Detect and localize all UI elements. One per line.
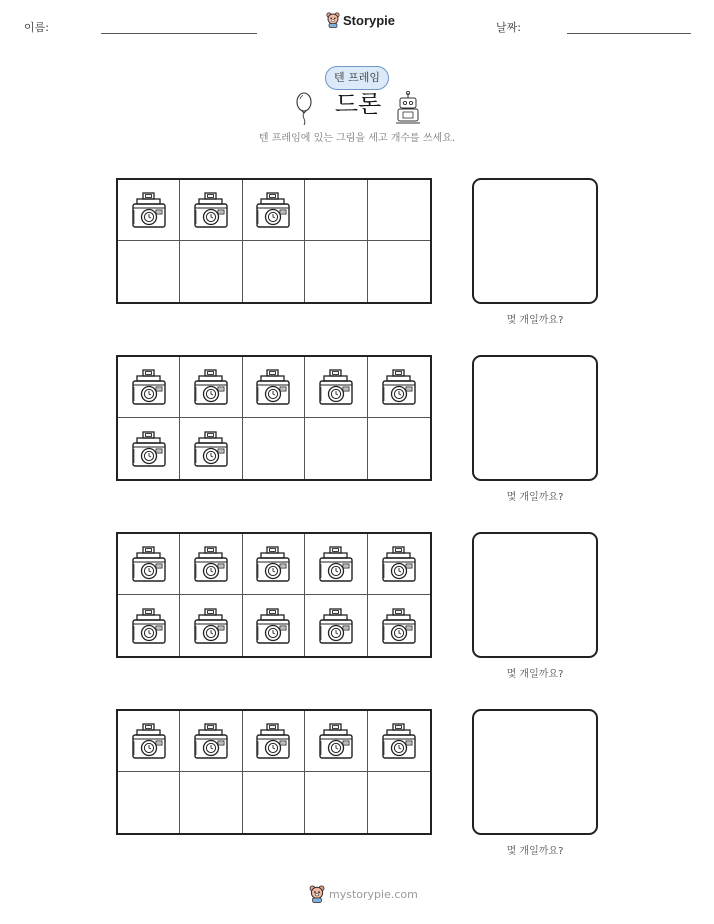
- ten-frame-cell: [180, 772, 242, 833]
- camera-icon: [254, 721, 292, 761]
- ten-frame-cell: [368, 357, 430, 418]
- logo: [326, 12, 395, 28]
- bear-mascot-icon: [309, 885, 325, 903]
- ten-frame-cell: [243, 180, 305, 241]
- camera-icon: [130, 721, 168, 761]
- answer-question: 몇 개일까요?: [506, 315, 564, 326]
- ten-frame-cell: [368, 772, 430, 833]
- ten-frame-cell: [368, 534, 430, 595]
- camera-icon: [254, 544, 292, 584]
- ten-frame-cell: [243, 595, 305, 656]
- robot-icon: [395, 91, 421, 125]
- ten-frame-cell: [243, 711, 305, 772]
- camera-icon: [254, 190, 292, 230]
- camera-icon: [192, 606, 230, 646]
- answer-box[interactable]: [472, 355, 598, 481]
- camera-icon: [380, 367, 418, 407]
- ten-frame-cell: [180, 418, 242, 479]
- ten-frame-cell: [243, 241, 305, 302]
- ten-frame-cell: [118, 241, 180, 302]
- date-label: 날짜:: [496, 21, 521, 34]
- ten-frame-cell: [368, 711, 430, 772]
- footer: [309, 885, 418, 903]
- answer-question: 몇 개일까요?: [506, 846, 564, 857]
- ten-frame-cell: [180, 241, 242, 302]
- camera-icon: [192, 429, 230, 469]
- name-label: 이름:: [24, 21, 49, 34]
- ten-frame-cell: [118, 772, 180, 833]
- ten-frame-cell: [180, 534, 242, 595]
- date-line[interactable]: [567, 33, 691, 34]
- camera-icon: [130, 606, 168, 646]
- ten-frame: [116, 709, 432, 835]
- ten-frame: [116, 178, 432, 304]
- ten-frame: [116, 355, 432, 481]
- ten-frame-cell: [180, 180, 242, 241]
- answer-question: 몇 개일까요?: [506, 492, 564, 503]
- ten-frame-cell: [305, 772, 367, 833]
- ten-frame-cell: [305, 357, 367, 418]
- ten-frame-cell: [243, 772, 305, 833]
- answer-question: 몇 개일까요?: [506, 669, 564, 680]
- ten-frame-cell: [118, 595, 180, 656]
- ten-frame-cell: [368, 595, 430, 656]
- bear-mascot-icon: [326, 12, 340, 28]
- ten-frame-cell: [305, 241, 367, 302]
- camera-icon: [380, 606, 418, 646]
- ten-frame-cell: [118, 357, 180, 418]
- footer-website: mystorypie.com: [329, 887, 418, 901]
- balloon-icon: [294, 92, 314, 126]
- camera-icon: [192, 721, 230, 761]
- camera-icon: [380, 544, 418, 584]
- camera-icon: [254, 367, 292, 407]
- ten-frame: [116, 532, 432, 658]
- ten-frame-cell: [118, 711, 180, 772]
- page-title: 드론: [334, 90, 382, 118]
- camera-icon: [130, 367, 168, 407]
- camera-icon: [317, 544, 355, 584]
- camera-icon: [317, 606, 355, 646]
- camera-icon: [192, 544, 230, 584]
- camera-icon: [130, 190, 168, 230]
- camera-icon: [130, 544, 168, 584]
- category-pill: 텐 프레임: [325, 66, 389, 90]
- ten-frame-cell: [180, 595, 242, 656]
- ten-frame-cell: [118, 534, 180, 595]
- logo-text: Storypie: [343, 12, 396, 28]
- ten-frame-cell: [243, 534, 305, 595]
- answer-box[interactable]: [472, 709, 598, 835]
- camera-icon: [254, 606, 292, 646]
- ten-frame-cell: [305, 711, 367, 772]
- ten-frame-cell: [118, 418, 180, 479]
- ten-frame-cell: [118, 180, 180, 241]
- ten-frame-cell: [180, 711, 242, 772]
- ten-frame-cell: [180, 357, 242, 418]
- name-line[interactable]: [101, 33, 257, 34]
- ten-frame-cell: [243, 418, 305, 479]
- ten-frame-cell: [368, 241, 430, 302]
- camera-icon: [130, 429, 168, 469]
- camera-icon: [317, 721, 355, 761]
- ten-frame-cell: [305, 534, 367, 595]
- instructions: 텐 프레임에 있는 그림을 세고 개수를 쓰세요.: [258, 133, 456, 144]
- ten-frame-cell: [368, 180, 430, 241]
- ten-frame-cell: [368, 418, 430, 479]
- answer-box[interactable]: [472, 178, 598, 304]
- ten-frame-cell: [305, 418, 367, 479]
- ten-frame-cell: [243, 357, 305, 418]
- answer-box[interactable]: [472, 532, 598, 658]
- camera-icon: [192, 367, 230, 407]
- camera-icon: [317, 367, 355, 407]
- camera-icon: [192, 190, 230, 230]
- camera-icon: [380, 721, 418, 761]
- ten-frame-cell: [305, 180, 367, 241]
- ten-frame-cell: [305, 595, 367, 656]
